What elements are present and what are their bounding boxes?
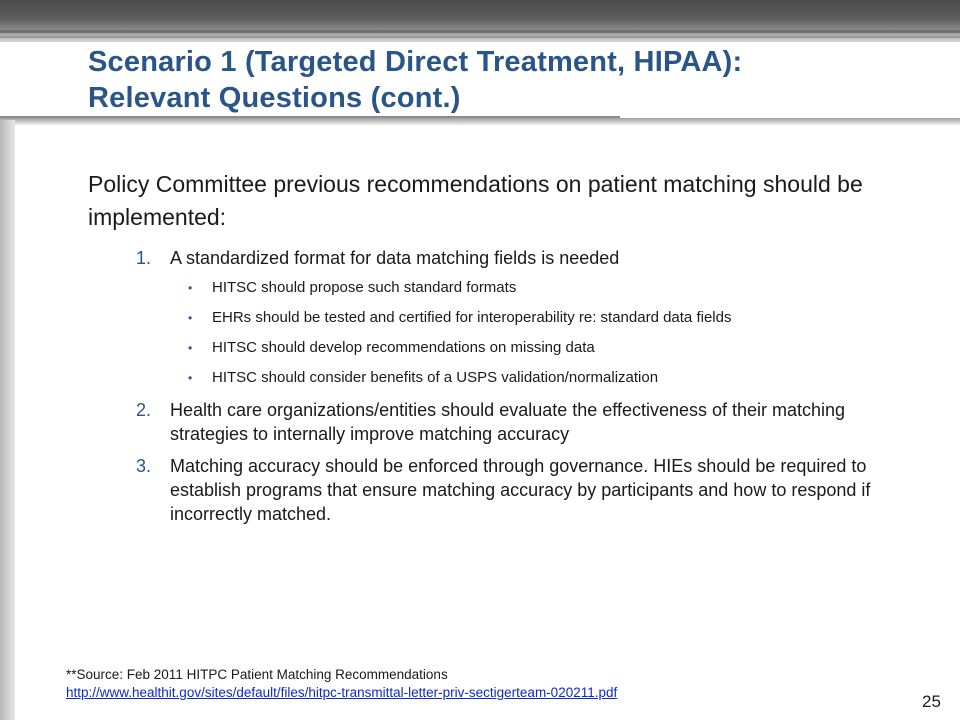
item-number: 2. <box>136 400 152 420</box>
item-number: 1. <box>136 248 152 268</box>
source-footer <box>66 666 866 702</box>
source-link[interactable]: http://www.healthit.gov/sites/default/files/hitpc-transmittal-letter-priv-sectigerteam-020211.pdf <box>66 685 618 700</box>
bullet-icon: • <box>188 311 193 325</box>
header-band-line <box>0 30 960 33</box>
sub-bullet-text: HITSC should consider benefits of a USPS validation/normalization <box>212 369 659 386</box>
recommendations-list <box>88 246 888 526</box>
left-margin-rule <box>0 120 15 720</box>
recommendation-item <box>88 454 888 526</box>
page-number: 25 <box>922 692 941 711</box>
sub-bullet-text: EHRs should be tested and certified for interoperability re: standard data fields <box>212 309 732 326</box>
source-citation: **Source: Feb 2011 HITPC Patient Matching Recommendations <box>66 667 448 682</box>
item-text: Health care organizations/entities should evaluate the effectiveness of their matching strategies to internally improve matching accuracy <box>170 400 846 444</box>
item-text: A standardized format for data matching fields is needed <box>170 248 620 268</box>
recommendation-item <box>88 398 888 446</box>
slide-title-line-2: Relevant Questions (cont.) <box>88 82 461 114</box>
title-rule <box>0 118 960 126</box>
lead-paragraph: Policy Committee previous recommendations on patient matching should be implemented: <box>88 171 863 230</box>
item-text: Matching accuracy should be enforced through governance. HIEs should be required to establish programs that ensure matching accuracy by participants and how to respond if incorrectly matched. <box>170 456 871 524</box>
sub-bullet-item <box>170 338 888 358</box>
bullet-icon: • <box>188 371 193 385</box>
sub-bullet-text: HITSC should develop recommendations on missing data <box>212 339 595 356</box>
item-number: 3. <box>136 456 152 476</box>
header-band-line-secondary <box>0 36 960 38</box>
bullet-icon: • <box>188 341 193 355</box>
slide-title-line-1: Scenario 1 (Targeted Direct Treatment, HIPAA): <box>88 46 743 78</box>
bullet-icon: • <box>188 281 193 295</box>
slide-body <box>88 168 888 534</box>
sub-bullet-item <box>170 278 888 298</box>
recommendation-item <box>88 246 888 388</box>
sub-bullet-item <box>170 308 888 328</box>
sub-bullet-text: HITSC should propose such standard formats <box>212 279 517 296</box>
sub-bullet-item <box>170 368 888 388</box>
slide-title <box>88 44 948 116</box>
sub-bullet-list <box>170 278 888 388</box>
